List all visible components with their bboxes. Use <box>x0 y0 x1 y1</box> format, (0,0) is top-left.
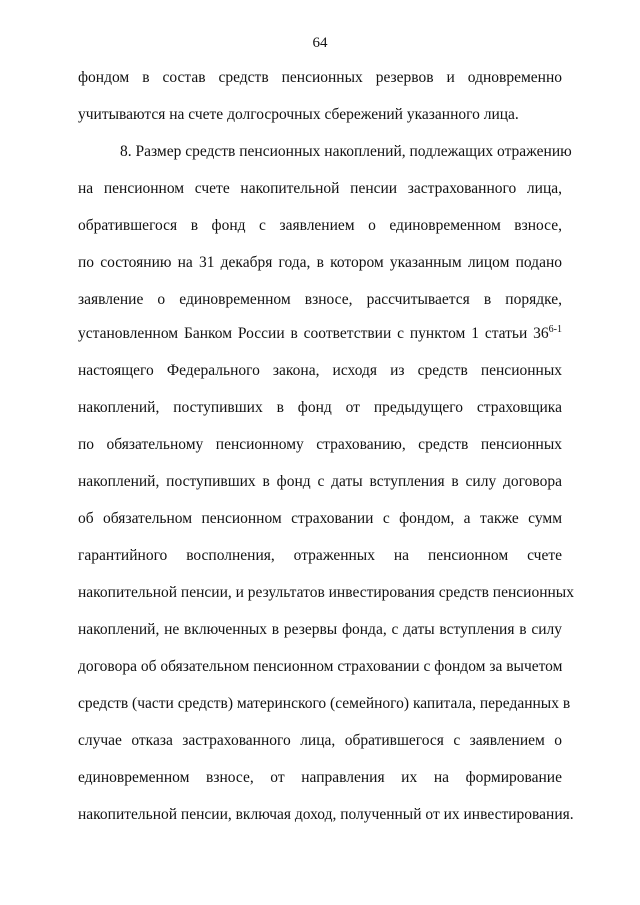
page-number: 64 <box>312 35 328 51</box>
article-superscript: 6-1 <box>548 324 562 335</box>
text-line: договора об обязательном пенсионном страховании с фондом за вычетом <box>78 658 563 675</box>
paragraph-8-start: 8. Размер средств пенсионных накоплений, подлежащих отражению <box>120 143 572 160</box>
text-line-with-superscript <box>78 324 562 344</box>
text-line: заявление о единовременном взносе, рассчитывается в порядке, <box>78 291 562 308</box>
text-line: накоплений, поступивших в фонд с даты вступления в силу договора <box>78 473 562 490</box>
text-line: гарантийного восполнения, отраженных на пенсионном счете <box>78 547 562 564</box>
text-line: средств (части средств) материнского (семейного) капитала, переданных в <box>78 695 571 712</box>
text-line: об обязательном пенсионном страховании с фондом, а также сумм <box>78 510 562 527</box>
text-line: настоящего Федерального закона, исходя из средств пенсионных <box>78 362 562 379</box>
text-line: обратившегося в фонд с заявлением о единовременном взносе, <box>78 217 562 234</box>
text-line: фондом в состав средств пенсионных резервов и одновременно <box>78 69 562 86</box>
text-line: накопительной пенсии, и результатов инвестирования средств пенсионных <box>78 584 574 601</box>
text-line: случае отказа застрахованного лица, обратившегося с заявлением о <box>78 732 562 749</box>
text-line: накопительной пенсии, включая доход, полученный от их инвестирования. <box>78 806 574 823</box>
text-line: по состоянию на 31 декабря года, в котором указанным лицом подано <box>78 254 562 271</box>
text-line-body: установленном Банком России в соответствии с пунктом 1 статьи 36 <box>78 325 549 342</box>
text-line: на пенсионном счете накопительной пенсии застрахованного лица, <box>78 180 562 197</box>
text-line: по обязательному пенсионному страхованию, средств пенсионных <box>78 436 562 453</box>
text-line: накоплений, поступивших в фонд от предыдущего страховщика <box>78 399 562 416</box>
text-line: единовременном взносе, от направления их на формирование <box>78 769 562 786</box>
text-line: учитываются на счете долгосрочных сбережений указанного лица. <box>78 106 519 123</box>
text-line: накоплений, не включенных в резервы фонда, с даты вступления в силу <box>78 621 562 638</box>
